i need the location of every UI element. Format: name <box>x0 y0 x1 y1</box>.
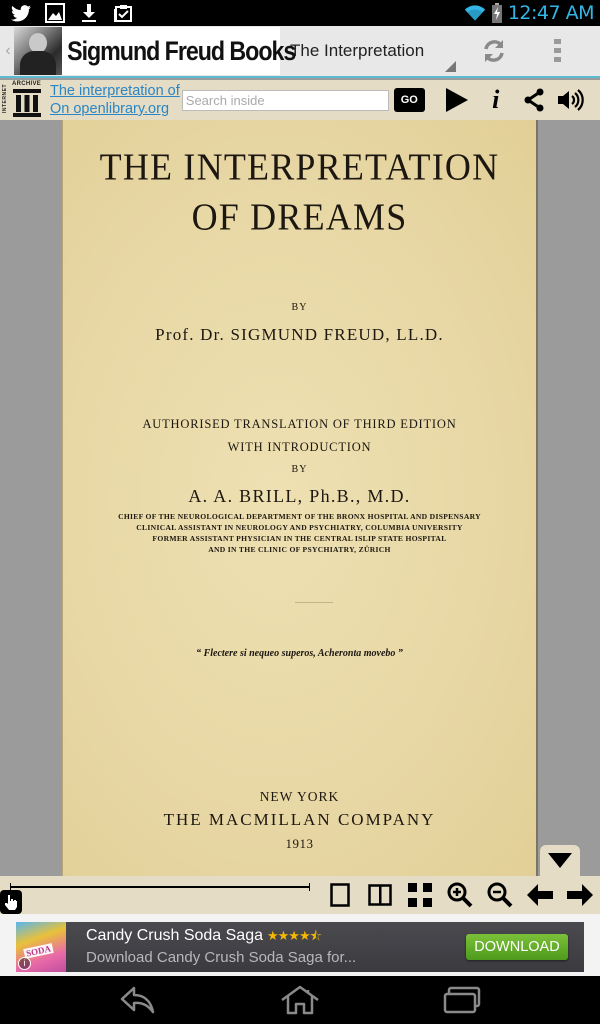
archive-building-icon <box>13 89 41 117</box>
logo-side-text: INTERNET <box>2 84 8 113</box>
overflow-menu-icon <box>554 39 562 63</box>
battery-charging-icon <box>492 3 502 23</box>
internet-archive-logo[interactable] <box>0 80 44 120</box>
arrow-right-icon <box>567 884 593 906</box>
zoom-out-button[interactable] <box>486 882 514 908</box>
gallery-icon <box>44 3 66 23</box>
play-icon <box>446 88 468 112</box>
page-slider-handle[interactable] <box>0 890 22 914</box>
app-home-button[interactable] <box>14 27 296 75</box>
page-author: Prof. Dr. SIGMUND FREUD, LL.D. <box>155 325 444 344</box>
one-page-view-button[interactable] <box>326 882 354 908</box>
page-translation-line2: WITH INTRODUCTION <box>227 440 372 454</box>
recent-apps-button[interactable] <box>432 982 492 1018</box>
book-selector-dropdown[interactable] <box>290 27 458 75</box>
openlibrary-link[interactable]: On openlibrary.org <box>50 101 170 117</box>
info-button[interactable] <box>483 82 509 118</box>
reader-toolbar <box>0 80 600 120</box>
volume-icon <box>558 89 584 111</box>
previous-page-button[interactable] <box>526 882 554 908</box>
page-by-label-2: BY <box>291 464 308 475</box>
info-icon: i <box>492 85 500 114</box>
page-translator: A. A. BRILL, Ph.B., M.D. <box>188 486 411 506</box>
book-page[interactable] <box>62 120 538 876</box>
page-title-line2: OF DREAMS <box>191 196 408 238</box>
grid-icon <box>408 883 432 907</box>
clock: 12:47 AM <box>507 2 594 24</box>
page-credential-line: CHIEF OF THE NEUROLOGICAL DEPARTMENT OF THE BRONX HOSPITAL AND DISPENSARY <box>118 512 481 521</box>
action-bar <box>0 26 600 78</box>
ad-icon-label: SODA <box>25 943 52 959</box>
back-button[interactable] <box>108 982 168 1018</box>
toggle-toolbar-button[interactable] <box>540 845 580 876</box>
two-page-icon <box>368 884 392 906</box>
volume-button[interactable] <box>557 82 585 118</box>
ad-banner[interactable] <box>16 922 584 972</box>
page-slider[interactable] <box>10 886 310 888</box>
download-icon <box>78 3 100 23</box>
system-navigation-bar <box>0 976 600 1024</box>
share-icon <box>524 88 544 112</box>
page-nav-toolbar <box>0 876 600 914</box>
zoom-out-icon <box>487 882 513 908</box>
up-caret-icon[interactable]: ‹ <box>5 42 11 59</box>
page-year: 1913 <box>285 836 314 851</box>
overflow-menu-button[interactable] <box>534 27 582 75</box>
ad-download-button[interactable]: DOWNLOAD <box>466 934 568 960</box>
home-button[interactable] <box>270 982 330 1018</box>
search-inside-input[interactable] <box>182 90 389 111</box>
recent-apps-icon <box>443 986 481 1014</box>
ad-title: Candy Crush Soda Saga <box>86 927 263 944</box>
triangle-down-icon <box>548 853 572 869</box>
refresh-button[interactable] <box>470 27 518 75</box>
zoom-in-icon <box>447 882 473 908</box>
two-page-view-button[interactable] <box>366 882 394 908</box>
page-translation-line1: AUTHORISED TRANSLATION OF THIRD EDITION <box>142 417 457 431</box>
book-title-link[interactable]: The interpretation of <box>50 83 180 99</box>
next-page-button[interactable] <box>566 882 594 908</box>
thumbnail-view-button[interactable] <box>406 882 434 908</box>
status-bar <box>0 0 600 26</box>
ad-subtitle: Download Candy Crush Soda Saga for... <box>86 949 357 966</box>
ad-app-icon <box>16 922 66 972</box>
ad-rating-stars: ★★★★⯪ <box>267 928 321 943</box>
page-credential-line: FORMER ASSISTANT PHYSICIAN IN THE CENTRAL ISLIP STATE HOSPITAL <box>152 534 447 543</box>
logo-top-text: ARCHIVE <box>12 81 42 87</box>
app-title: Sigmund Freud Books <box>67 35 296 66</box>
single-page-icon <box>330 883 350 907</box>
page-epigraph: “ Flectere si nequeo superos, Acheronta movebo ” <box>196 648 403 659</box>
book-selector-value: The Interpretation <box>290 41 425 60</box>
share-button[interactable] <box>521 82 547 118</box>
page-by-label: BY <box>291 302 308 313</box>
twitter-icon <box>10 3 32 23</box>
back-icon <box>120 986 156 1014</box>
hand-pointer-icon <box>4 894 18 910</box>
wifi-icon <box>464 3 486 23</box>
page-city: NEW YORK <box>259 789 340 804</box>
page-title-line1: THE INTERPRETATION <box>99 146 500 188</box>
refresh-icon <box>481 38 507 64</box>
page-divider <box>295 602 333 603</box>
arrow-left-icon <box>527 884 553 906</box>
ad-container <box>0 914 600 976</box>
play-button[interactable] <box>443 82 471 118</box>
go-button[interactable]: GO <box>394 88 425 112</box>
dropdown-arrow-icon <box>445 61 456 72</box>
clipboard-check-icon <box>112 3 134 23</box>
author-portrait <box>14 27 62 75</box>
zoom-in-button[interactable] <box>446 882 474 908</box>
page-publisher: THE MACMILLAN COMPANY <box>163 810 436 829</box>
page-credential-line: AND IN THE CLINIC OF PSYCHIATRY, ZÜRICH <box>208 545 391 554</box>
home-icon <box>280 985 320 1015</box>
ad-info-icon[interactable]: i <box>18 957 31 970</box>
page-credential-line: CLINICAL ASSISTANT IN NEUROLOGY AND PSYCHIATRY, COLUMBIA UNIVERSITY <box>136 523 463 532</box>
book-viewer[interactable] <box>0 120 600 876</box>
